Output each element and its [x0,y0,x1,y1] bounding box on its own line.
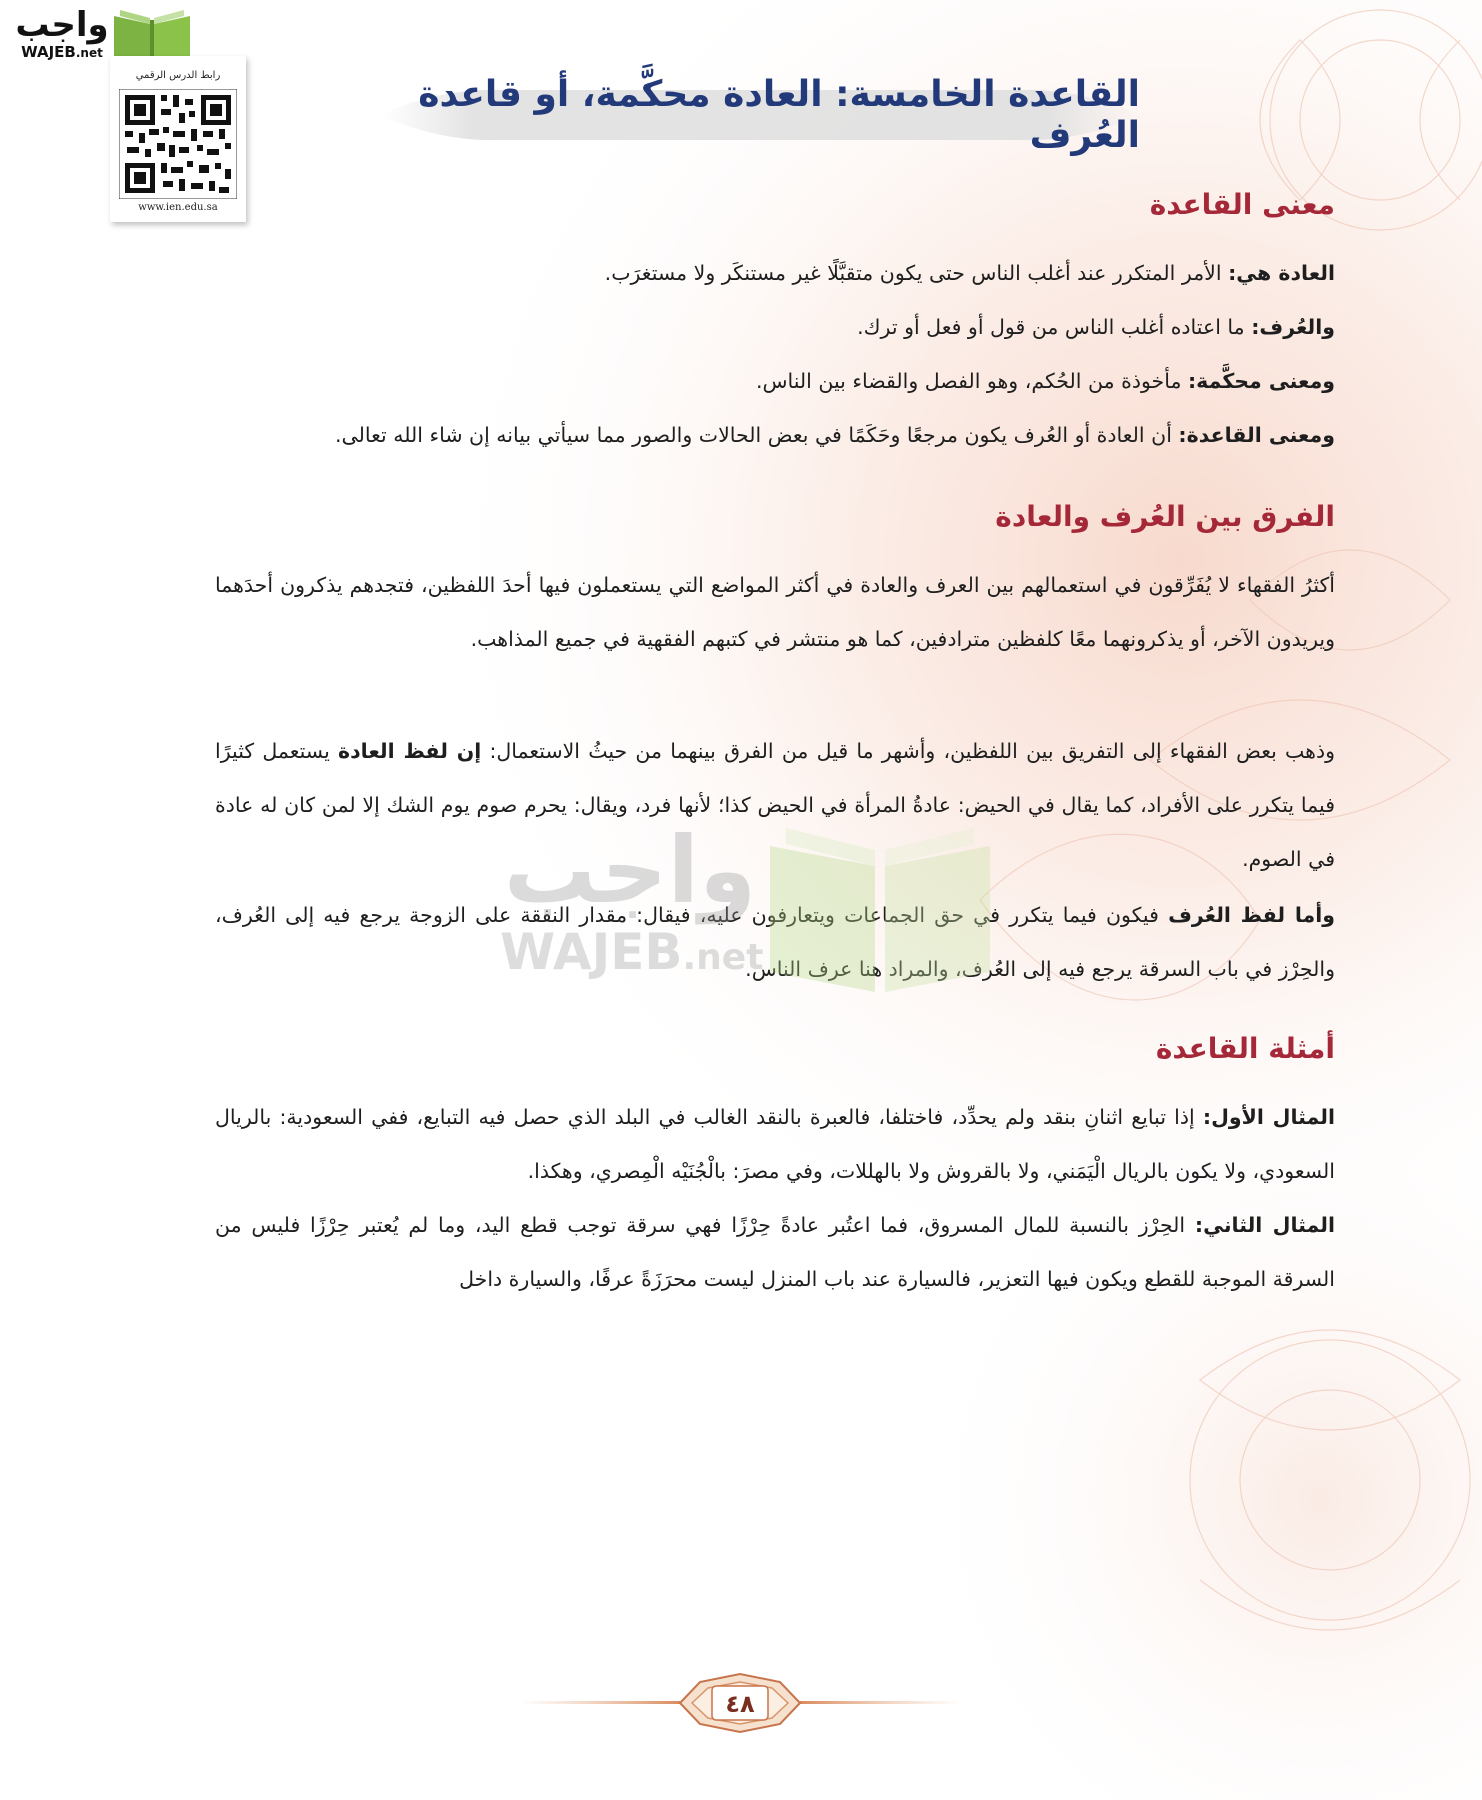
section-heading-examples: أمثلة القاعدة [1155,1032,1335,1065]
term-urf: والعُرف: [1251,315,1335,339]
difference-paragraph-3 [215,888,1335,996]
watermark-arabic: واجب [503,817,757,924]
definition-custom [605,258,1335,288]
example-2-text: الحِرْز بالنسبة للمال المسروق، فما اعتُبر عادةً حِرْزًا فهي سرقة توجب قطع اليد، وما لم يُعتبر حِرْزًا فليس من السرقة الموجبة للقطع ويكون فيها التعزير، فالسيارة عند باب المنزل ليست محرَزَةً عرفًا، والسيارة داخل [215,1213,1335,1291]
example-1-text: إذا تبايع اثنانِ بنقد ولم يحدِّد، فاختلفا، فالعبرة بالنقد الغالب في البلد الذي حصل فيه التبايع، ففي السعودية: بالريال السعودي، ولا يكون بالريال الْيَمَني، ولا بالقروش ولا بالهللات، وفي مصرَ: بالْجُنَيْه الْمِصري، وهكذا. [215,1105,1335,1183]
brand-wordmark [12,6,112,61]
page-title: القاعدة الخامسة: العادة محكَّمة، أو قاعدة العُرف [418,74,1140,156]
term-custom: العادة هي: [1228,261,1335,285]
section-heading-meaning: معنى القاعدة [1149,188,1335,221]
difference-p2-term: إن لفظ العادة [338,739,482,763]
difference-paragraph-2 [215,724,1335,886]
brand-name-arabic: واجب [15,5,109,45]
definition-muhakkama [756,366,1335,396]
qr-code-icon [119,89,237,199]
example-2-label: المثال الثاني: [1194,1213,1335,1237]
brand-name-latin [12,44,112,61]
difference-p3-body: فيكون فيما يتكرر في حق الجماعات ويتعارفون عليه، فيقال: مقدار النفقة على الزوجة يرجع فيه إلى العُرف، والحِرْز في باب السرقة يرجع فيه إلى العُرف، والمراد هنا عرف الناس. [215,903,1335,981]
brand-latin-suffix: .net [75,46,103,60]
difference-p2-body: يستعمل كثيرًا فيما يتكرر على الأفراد، كما يقال في الحيض: عادةُ المرأة في الحيض كذا؛ لأنها فرد، ويقال: يحرم صوم يوم الشك إلا لمن كان له عادة في الصوم. [215,739,1335,871]
example-1-label: المثال الأول: [1202,1105,1335,1129]
page-number-ornament [520,1668,960,1738]
difference-paragraph-1: أكثرُ الفقهاء لا يُفَرِّقون في استعمالهم بين العرف والعادة في أكثر المواضع التي يستعملون فيها أحدَ اللفظين، فتجدهم يذكرون أحدَهما ويريدون الآخر، أو يذكرونهما معًا كلفظين مترادفين، كما هو منتشر في كتبهم الفقهية في جميع المذاهب. [215,573,1335,651]
definition-urf-text: ما اعتاده أغلب الناس من قول أو فعل أو ترك. [857,315,1252,339]
watermark-latin-main: WAJEB [500,923,683,981]
watermark-latin-suffix: .net [682,937,764,978]
qr-url[interactable]: www.ien.edu.sa [138,202,218,213]
term-muhakkama: ومعنى محكَّمة: [1187,369,1335,393]
example-1 [215,1090,1335,1198]
example-2 [215,1198,1335,1306]
brand-latin-main: WAJEB [21,43,76,61]
definition-urf [857,312,1335,342]
definition-rule-meaning [335,420,1335,450]
qr-caption: رابط الدرس الرقمي [135,70,221,81]
section-heading-difference: الفرق بين العُرف والعادة [995,500,1335,533]
page-number: ٤٨ [725,1690,755,1718]
definition-custom-text: الأمر المتكرر عند أغلب الناس حتى يكون متقبَّلًا غير مستنكَر ولا مستغرَب. [604,261,1229,285]
title-banner [380,74,1140,156]
definition-rule-meaning-text: أن العادة أو العُرف يكون مرجعًا وحَكَمًا في بعض الحالات والصور مما سيأتي بيانه إن شاء الله تعالى. [335,423,1179,447]
term-rule-meaning: ومعنى القاعدة: [1178,423,1335,447]
qr-code-card[interactable] [110,56,246,222]
difference-p3-term: وأما لفظ العُرف [1168,903,1335,927]
difference-p2-intro: وذهب بعض الفقهاء إلى التفريق بين اللفظين، وأشهر ما قيل من الفرق بينهما من حيثُ الاستعمال: [481,739,1335,763]
definition-muhakkama-text: مأخوذة من الحُكم، وهو الفصل والقضاء بين الناس. [755,369,1188,393]
